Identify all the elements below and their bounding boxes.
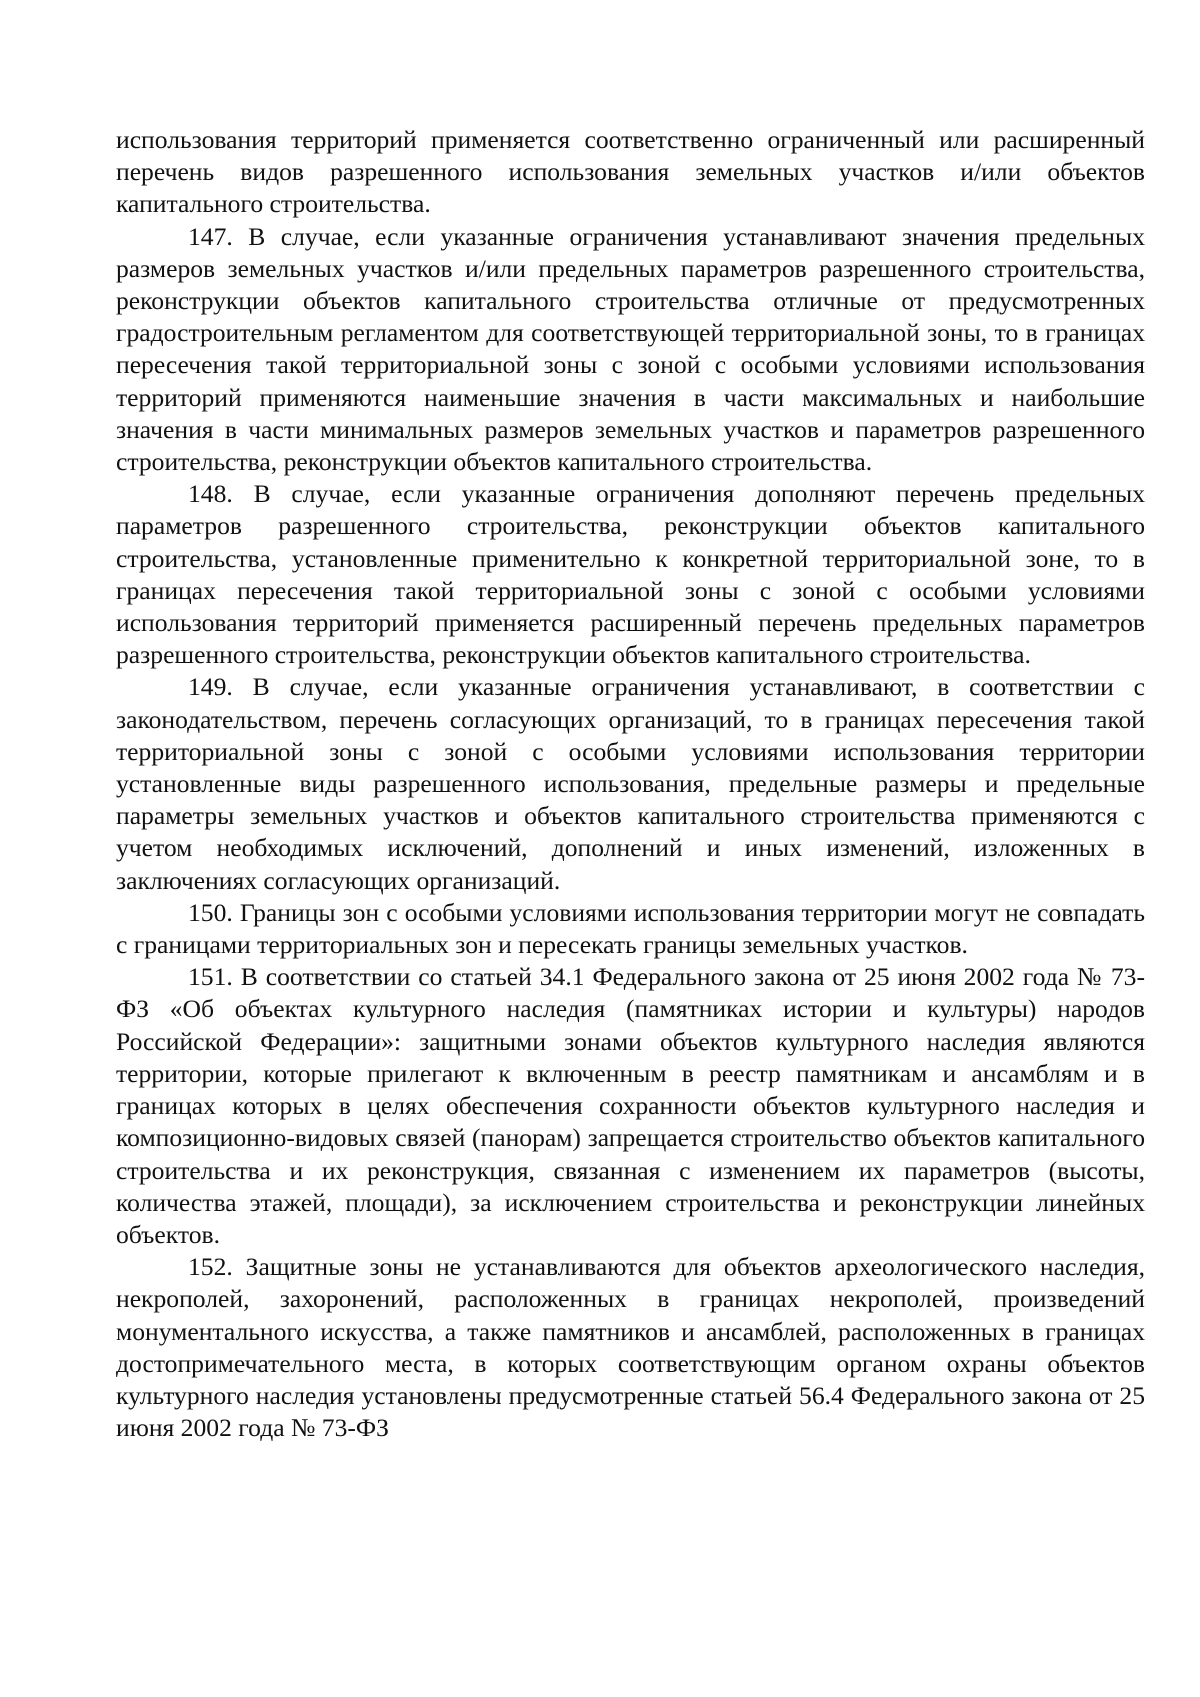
paragraph-text: В случае, если указанные ограничения устанавливают значения предельных размеров земельных участков и/или предельных параметров разрешенного строительства, реконструкции объектов капитального строительства отличные от предусмотренных градостроительным регламентом для соответствующей территориальной зоны, то в границах пересечения такой территориальной зоны с зоной с особыми условиями использования территорий применяются наименьшие значения в части максимальных и наибольшие значения в части минимальных размеров земельных участков и параметров разрешенного строительства, реконструкции объектов капитального строительства.: [116, 221, 1145, 477]
paragraph-152: [116, 1251, 1145, 1444]
paragraph-151: [116, 961, 1145, 1251]
paragraph-text: В случае, если указанные ограничения дополняют перечень предельных параметров разрешенного строительства, реконструкции объектов капитального строительства, установленные применительно к конкретной территориальной зоне, то в границах пересечения такой территориальной зоны с зоной с особыми условиями использования территорий применяется расширенный перечень предельных параметров разрешенного строительства, реконструкции объектов капитального строительства.: [116, 479, 1145, 670]
paragraph-text: В случае, если указанные ограничения устанавливают, в соответствии с законодательством, перечень согласующих организаций, то в границах пересечения такой территориальной зоны с зоной с особыми условиями использования территории установленные виды разрешенного использования, предельные размеры и предельные параметры земельных участков и объектов капитального строительства применяются с учетом необходимых исключений, дополнений и иных изменений, изложенных в заключениях согласующих организаций.: [116, 672, 1145, 895]
paragraph-text: использования территорий применяется соответственно ограниченный или расширенный перечень видов разрешенного использования земельных участков и/или объектов капитального строительства.: [116, 125, 1145, 219]
paragraph-continuation: [116, 124, 1145, 221]
paragraph-number: 152.: [188, 1252, 233, 1282]
paragraph-text: В соответствии со статьей 34.1 Федерального закона от 25 июня 2002 года № 73-ФЗ «Об объектах культурного наследия (памятниках истории и культуры) народов Российской Федерации»: защитными зонами объектов культурного наследия являются территории, которые прилегают к включенным в реестр памятникам и ансамблям и в границах которых в целях обеспечения сохранности объектов культурного наследия и композиционно-видовых связей (панорам) запрещается строительство объектов капитального строительства и их реконструкция, связанная с изменением их параметров (высоты, количества этажей, площади), за исключением строительства и реконструкции линейных объектов.: [116, 962, 1145, 1249]
paragraph-number: 149.: [188, 672, 233, 702]
paragraph-147: [116, 221, 1145, 479]
paragraph-148: [116, 478, 1145, 671]
paragraph-text: Защитные зоны не устанавливаются для объектов археологического наследия, некрополей, захоронений, расположенных в границах некрополей, произведений монументального искусства, а также памятников и ансамблей, расположенных в границах достопримечательного места, в которых соответствующим органом охраны объектов культурного наследия установлены предусмотренные статьей 56.4 Федерального закона от 25 июня 2002 года № 73-ФЗ: [116, 1252, 1145, 1443]
paragraph-149: [116, 671, 1145, 896]
paragraph-number: 150.: [188, 897, 233, 927]
paragraph-number: 148.: [188, 479, 233, 509]
paragraph-number: 151.: [188, 962, 233, 992]
paragraph-text: Границы зон с особыми условиями использования территории могут не совпадать с границами территориальных зон и пересекать границы земельных участков.: [116, 897, 1146, 960]
document-body: [116, 124, 1145, 1444]
paragraph-150: [116, 897, 1145, 961]
paragraph-number: 147.: [188, 221, 233, 251]
